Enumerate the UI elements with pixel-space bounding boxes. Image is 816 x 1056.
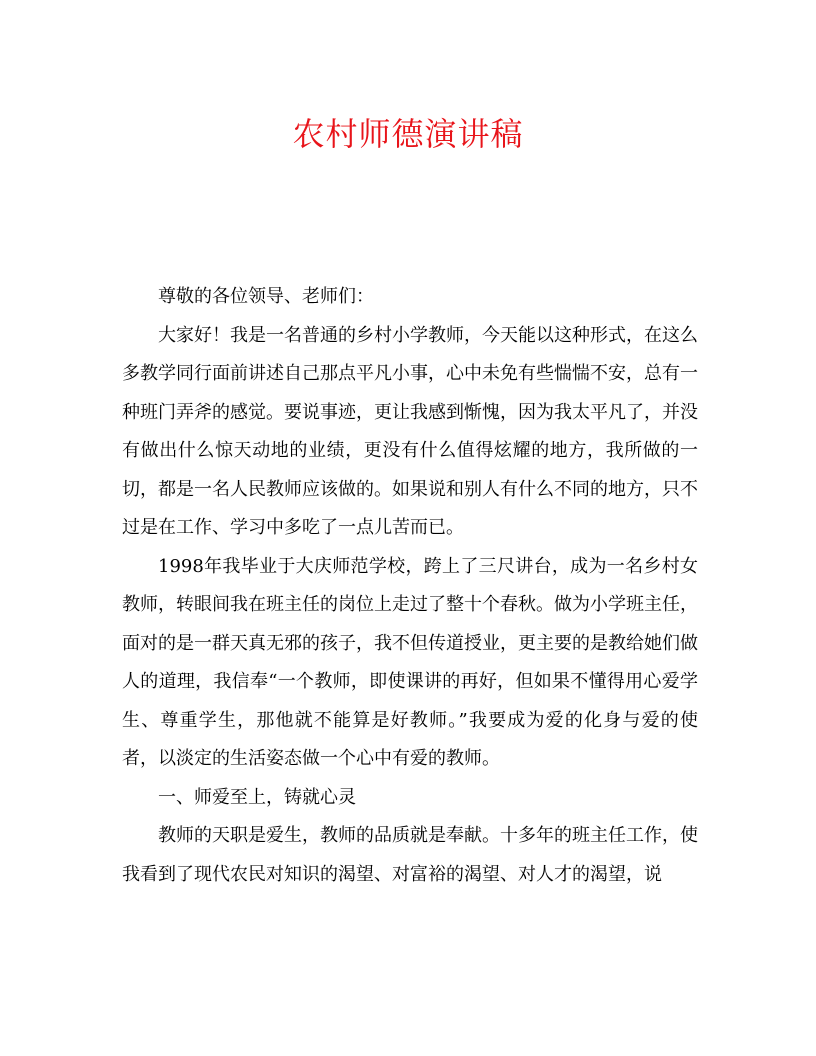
paragraph-career: 1998年我毕业于大庆师范学校，跨上了三尺讲台，成为一名乡村女教师，转眼间我在班主任的岗位上走过了整十个春秋。做为小学班主任，面对的是一群天真无邪的孩子，我不但传道授业，更主要的是教给她们做人的道理，我信奉“一个教师，即使课讲的再好，但如果不懂得用心爱学生、尊重学生，那他就不能算是好教师。”我要成为爱的化身与爱的使者，以淡定的生活姿态做一个心中有爱的教师。 [122,555,698,769]
paragraph-greeting: 大家好！我是一名普通的乡村小学教师，今天能以这种形式，在这么多教学同行面前讲述自己那点平凡小事，心中未免有些惴惴不安，总有一种班门弄斧的感觉。要说事迹，更让我感到惭愧，因为我太平凡了，并没有做出什么惊天动地的业绩，更没有什么值得炫耀的地方，我所做的一切，都是一名人民教师应该做的。如果说和别人有什么不同的地方，只不过是在工作、学习中多吃了一点儿苦而已。 [122,324,698,538]
document-title: 农村师德演讲稿 [292,115,524,153]
document-body [122,278,698,894]
paragraph-section-1: 教师的天职是爱生，教师的品质就是奉献。十多年的班主任工作，使我看到了现代农民对知识的渴望、对富裕的渴望、对人才的渴望，说 [122,825,698,885]
paragraph-salutation: 尊敬的各位领导、老师们： [158,286,374,307]
section-heading-1: 一、师爱至上，铸就心灵 [158,786,356,808]
